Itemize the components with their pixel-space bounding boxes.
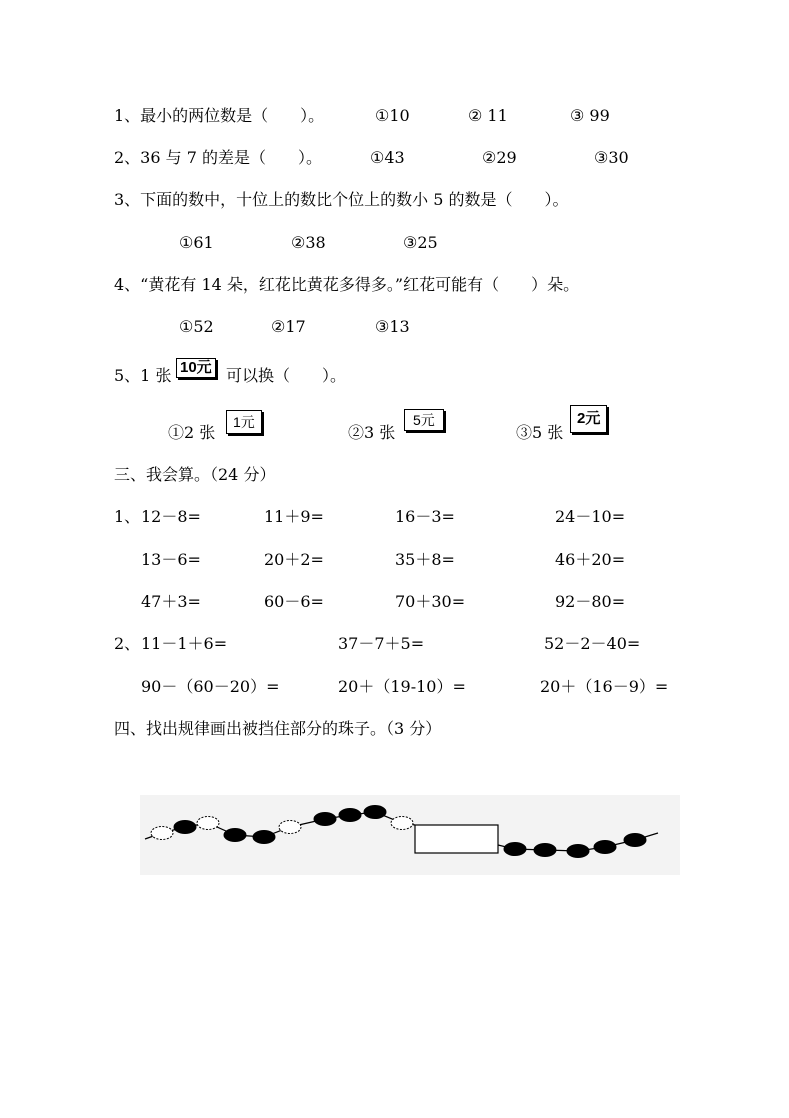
calc-item: 11＋9=	[264, 507, 324, 526]
question-5-option-2: ②3 张	[348, 423, 396, 442]
calc-part-2-prefix: 2、	[114, 634, 141, 653]
calc-item: 24－10=	[555, 507, 626, 526]
calc-item: 46＋20=	[555, 550, 626, 569]
calc-item: 20＋2=	[264, 550, 324, 569]
banknote-5-yuan	[404, 409, 444, 431]
question-3-option-1: ①61	[179, 233, 214, 252]
banknote-10-yuan	[176, 357, 216, 378]
question-1-option-2: ② 11	[468, 106, 508, 125]
section-4-title: 四、找出规律画出被挡住部分的珠子。（3 分）	[114, 719, 442, 738]
white-bead	[391, 817, 413, 830]
question-4-option-1: ①52	[179, 317, 214, 336]
black-bead	[174, 821, 196, 834]
calc-item: 35＋8=	[395, 550, 455, 569]
question-5-option-3: ③5 张	[516, 423, 564, 442]
question-1-option-3: ③ 99	[570, 106, 610, 125]
white-bead	[197, 817, 219, 830]
white-bead	[151, 827, 173, 840]
question-2-option-3: ③30	[594, 148, 629, 167]
white-bead	[279, 821, 301, 834]
cover-box	[415, 825, 498, 853]
banknote-label: 1元	[226, 410, 262, 434]
calc-item: 20＋（16－9）=	[540, 677, 669, 696]
question-1-stem: 1、最小的两位数是（ ）。	[114, 106, 325, 125]
question-3-stem: 3、下面的数中，十位上的数比个位上的数小 5 的数是（ ）。	[114, 190, 569, 209]
calc-item: 11－1＋6=	[141, 634, 228, 653]
black-bead	[567, 845, 589, 858]
black-bead	[339, 809, 361, 822]
question-5-prefix: 5、1 张	[114, 366, 172, 385]
question-4-option-2: ②17	[271, 317, 306, 336]
bead-string-figure	[140, 795, 680, 875]
figure-background	[140, 795, 680, 875]
calc-item: 70＋30=	[395, 592, 466, 611]
question-3-option-2: ②38	[291, 233, 326, 252]
calc-item: 52－2－40=	[544, 634, 641, 653]
calc-item: 16－3=	[395, 507, 455, 526]
black-bead	[624, 834, 646, 847]
banknote-2-yuan	[570, 405, 607, 433]
calc-item: 37－7＋5=	[338, 634, 425, 653]
question-5-option-1: ①2 张	[168, 423, 216, 442]
black-bead	[224, 829, 246, 842]
black-bead	[594, 841, 616, 854]
question-1-option-1: ①10	[375, 106, 410, 125]
banknote-label: 5元	[404, 409, 444, 431]
calc-item: 92－80=	[555, 592, 626, 611]
question-4-stem: 4、“黄花有 14 朵，红花比黄花多得多。”红花可能有（ ）朵。	[114, 275, 580, 294]
black-bead	[534, 844, 556, 857]
section-3-title: 三、我会算。（24 分）	[114, 465, 276, 484]
calc-item: 90－（60－20）=	[141, 677, 280, 696]
black-bead	[253, 831, 275, 844]
black-bead	[364, 806, 386, 819]
calc-item: 47＋3=	[141, 592, 201, 611]
banknote-label: 10元	[176, 358, 216, 378]
question-2-option-2: ②29	[482, 148, 517, 167]
calc-item: 12－8=	[141, 507, 201, 526]
black-bead	[504, 843, 526, 856]
banknote-1-yuan	[226, 410, 262, 434]
black-bead	[314, 813, 336, 826]
calc-item: 60－6=	[264, 592, 324, 611]
question-4-option-3: ③13	[375, 317, 410, 336]
question-3-option-3: ③25	[403, 233, 438, 252]
question-5-suffix: 可以换（ ）。	[226, 366, 347, 385]
calc-part-1-prefix: 1、	[114, 507, 141, 526]
question-2-stem: 2、36 与 7 的差是（ ）。	[114, 148, 322, 167]
calc-item: 13－6=	[141, 550, 201, 569]
question-2-option-1: ①43	[370, 148, 405, 167]
calc-item: 20＋（19-10）=	[338, 677, 466, 696]
banknote-label: 2元	[570, 405, 607, 433]
